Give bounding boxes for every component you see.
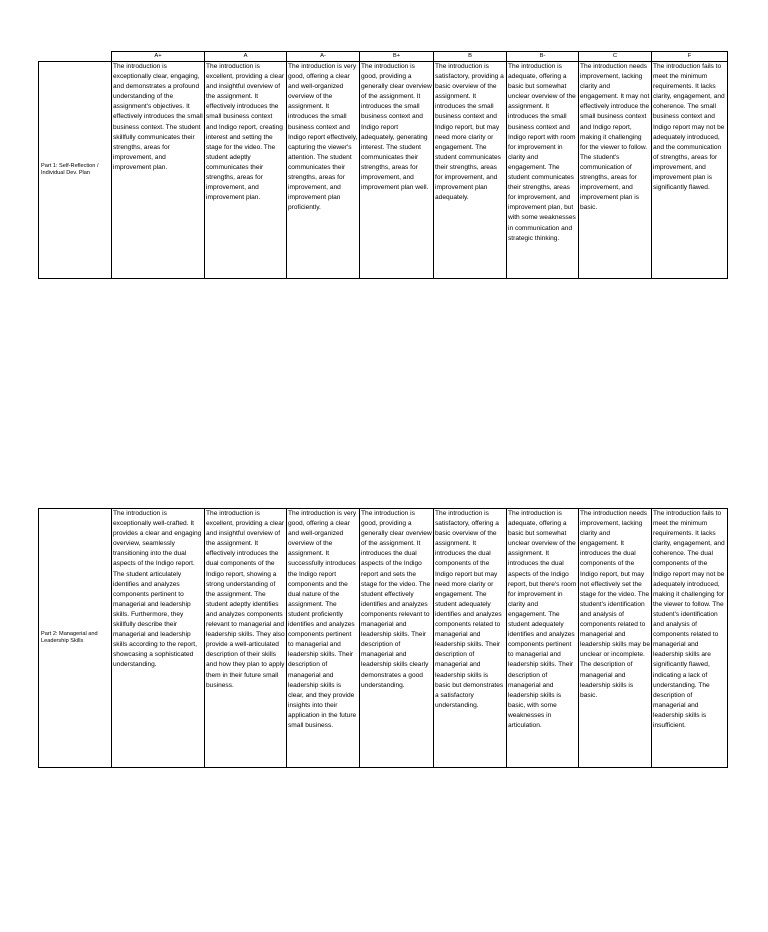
rubric-cell: The introduction is very good, offering a clear and well-organized overview of the assignment. It successfully introduces the Indigo report components and the dual nature of the assignment. The student proficiently identifies and analyzes components pertinent to managerial and leadership skills. Their description of managerial and leadership skills is clear, and they provide insights into their application in the future small business. bbox=[287, 509, 360, 768]
rubric-cell: The introduction is adequate, offering a basic but somewhat unclear overview of the assignment. It introduces the dual aspects of the Indigo report, but there's room for improvement in clarity and engagement. The student adequately identifies and analyzes components pertinent to managerial and leadership skills. Their description of managerial and leadership skills is basic, with some weaknesses in articulation. bbox=[507, 509, 579, 768]
rubric-cell: The introduction is exceptionally well-crafted. It provides a clear and engaging overview, seamlessly transitioning into the dual aspects of the Indigo report. The student articulately identifies and analyzes components pertinent to managerial and leadership skills. Furthermore, they skillfully describe their managerial and leadership skills according to the report, showcasing a sophisticated understanding. bbox=[112, 509, 205, 768]
rubric-cell: The introduction is very good, offering a clear and well-organized overview of the assignment. It introduces the small business context and Indigo report effectively, capturing the viewer's attention. The student communicates their strengths, areas for improvement, and improvement plan proficiently. bbox=[287, 62, 360, 279]
criterion-row bbox=[39, 62, 728, 279]
rubric-cell: The introduction fails to meet the minimum requirements. It lacks clarity, engagement, and coherence. The dual components of the Indigo report may not be adequately introduced, making it challenging for the viewer to follow. The student's identification and analysis of components related to managerial and leadership skills are significantly flawed, indicating a lack of understanding. The description of managerial and leadership skills is insufficient. bbox=[652, 509, 728, 768]
rubric-cell: The introduction is exceptionally clear, engaging, and demonstrates a profound understanding of the assignment's objectives. It effectively introduces the small business context. The student skillfully communicates their strengths, areas for improvement, and improvement plan. bbox=[112, 62, 205, 279]
grade-header: B- bbox=[507, 52, 579, 62]
rubric-table-part-1 bbox=[38, 51, 728, 279]
rubric-cell: The introduction fails to meet the minimum requirements. It lacks clarity, engagement, and coherence. The small business context and Indigo report may not be adequately introduced, and the communication of strengths, areas for improvement, and improvement plan is significantly flawed. bbox=[652, 62, 728, 279]
rubric-table-part-2 bbox=[38, 508, 728, 768]
grade-header: B+ bbox=[360, 52, 434, 62]
grade-header: B bbox=[434, 52, 507, 62]
grade-header-row bbox=[39, 52, 728, 62]
rubric-cell: The introduction is good, providing a generally clear overview of the assignment. It introduces the small business context and Indigo report adequately, generating interest. The student communicates their strengths, areas for improvement, and improvement plan well. bbox=[360, 62, 434, 279]
rubric-cell: The introduction needs improvement, lacking clarity and engagement. It introduces the dual components of the Indigo report, but may not effectively set the stage for the video. The student's identification and analysis of components related to managerial and leadership skills may be unclear or incomplete. The description of managerial and leadership skills is basic. bbox=[579, 509, 652, 768]
criterion-label: Part 2: Managerial and Leadership Skills bbox=[39, 509, 112, 768]
rubric-cell: The introduction is excellent, providing a clear and insightful overview of the assignment. It effectively introduces the dual components of the Indigo report, showing a strong understanding of the assignment. The student adeptly identifies and analyzes components relevant to managerial and leadership skills. They also provide a well-articulated description of their skills and how they plan to apply them in their future small business. bbox=[205, 509, 287, 768]
grade-header: C bbox=[579, 52, 652, 62]
rubric-cell: The introduction needs improvement, lacking clarity and engagement. It may not effectively introduce the small business context and Indigo report, making it challenging for the viewer to follow. The student's communication of strengths, areas for improvement, and improvement plan is basic. bbox=[579, 62, 652, 279]
grade-header: F bbox=[652, 52, 728, 62]
grade-header: A+ bbox=[112, 52, 205, 62]
grade-header: A- bbox=[287, 52, 360, 62]
criterion-label: Part 1: Self-Reflection / Individual Dev. Plan bbox=[39, 62, 112, 279]
rubric-cell: The introduction is adequate, offering a basic but somewhat unclear overview of the assignment. It introduces the small business context and Indigo report with room for improvement in clarity and engagement. The student communicates their strengths, areas for improvement, and improvement plan, but with some weaknesses in communication and strategic thinking. bbox=[507, 62, 579, 279]
rubric-cell: The introduction is excellent, providing a clear and insightful overview of the assignment. It effectively introduces the small business context and Indigo report, creating interest and setting the stage for the video. The student adeptly communicates their strengths, areas for improvement, and improvement plan. bbox=[205, 62, 287, 279]
rubric-cell: The introduction is satisfactory, providing a basic overview of the assignment. It introduces the small business context and Indigo report, but may need more clarity or engagement. The student communicates their strengths, areas for improvement, and improvement plan adequately. bbox=[434, 62, 507, 279]
rubric-cell: The introduction is good, providing a generally clear overview of the assignment. It introduces the dual aspects of the Indigo report and sets the stage for the video. The student effectively identifies and analyzes components relevant to managerial and leadership skills. Their description of managerial and leadership skills clearly demonstrates a good understanding. bbox=[360, 509, 434, 768]
rubric-cell: The introduction is satisfactory, offering a basic overview of the assignment. It introduces the dual components of the Indigo report but may need more clarity or engagement. The student adequately identifies and analyzes components related to managerial and leadership skills. Their description of managerial and leadership skills is basic but demonstrates a satisfactory understanding. bbox=[434, 509, 507, 768]
header-corner bbox=[39, 52, 112, 62]
criterion-row bbox=[39, 509, 728, 768]
grade-header: A bbox=[205, 52, 287, 62]
